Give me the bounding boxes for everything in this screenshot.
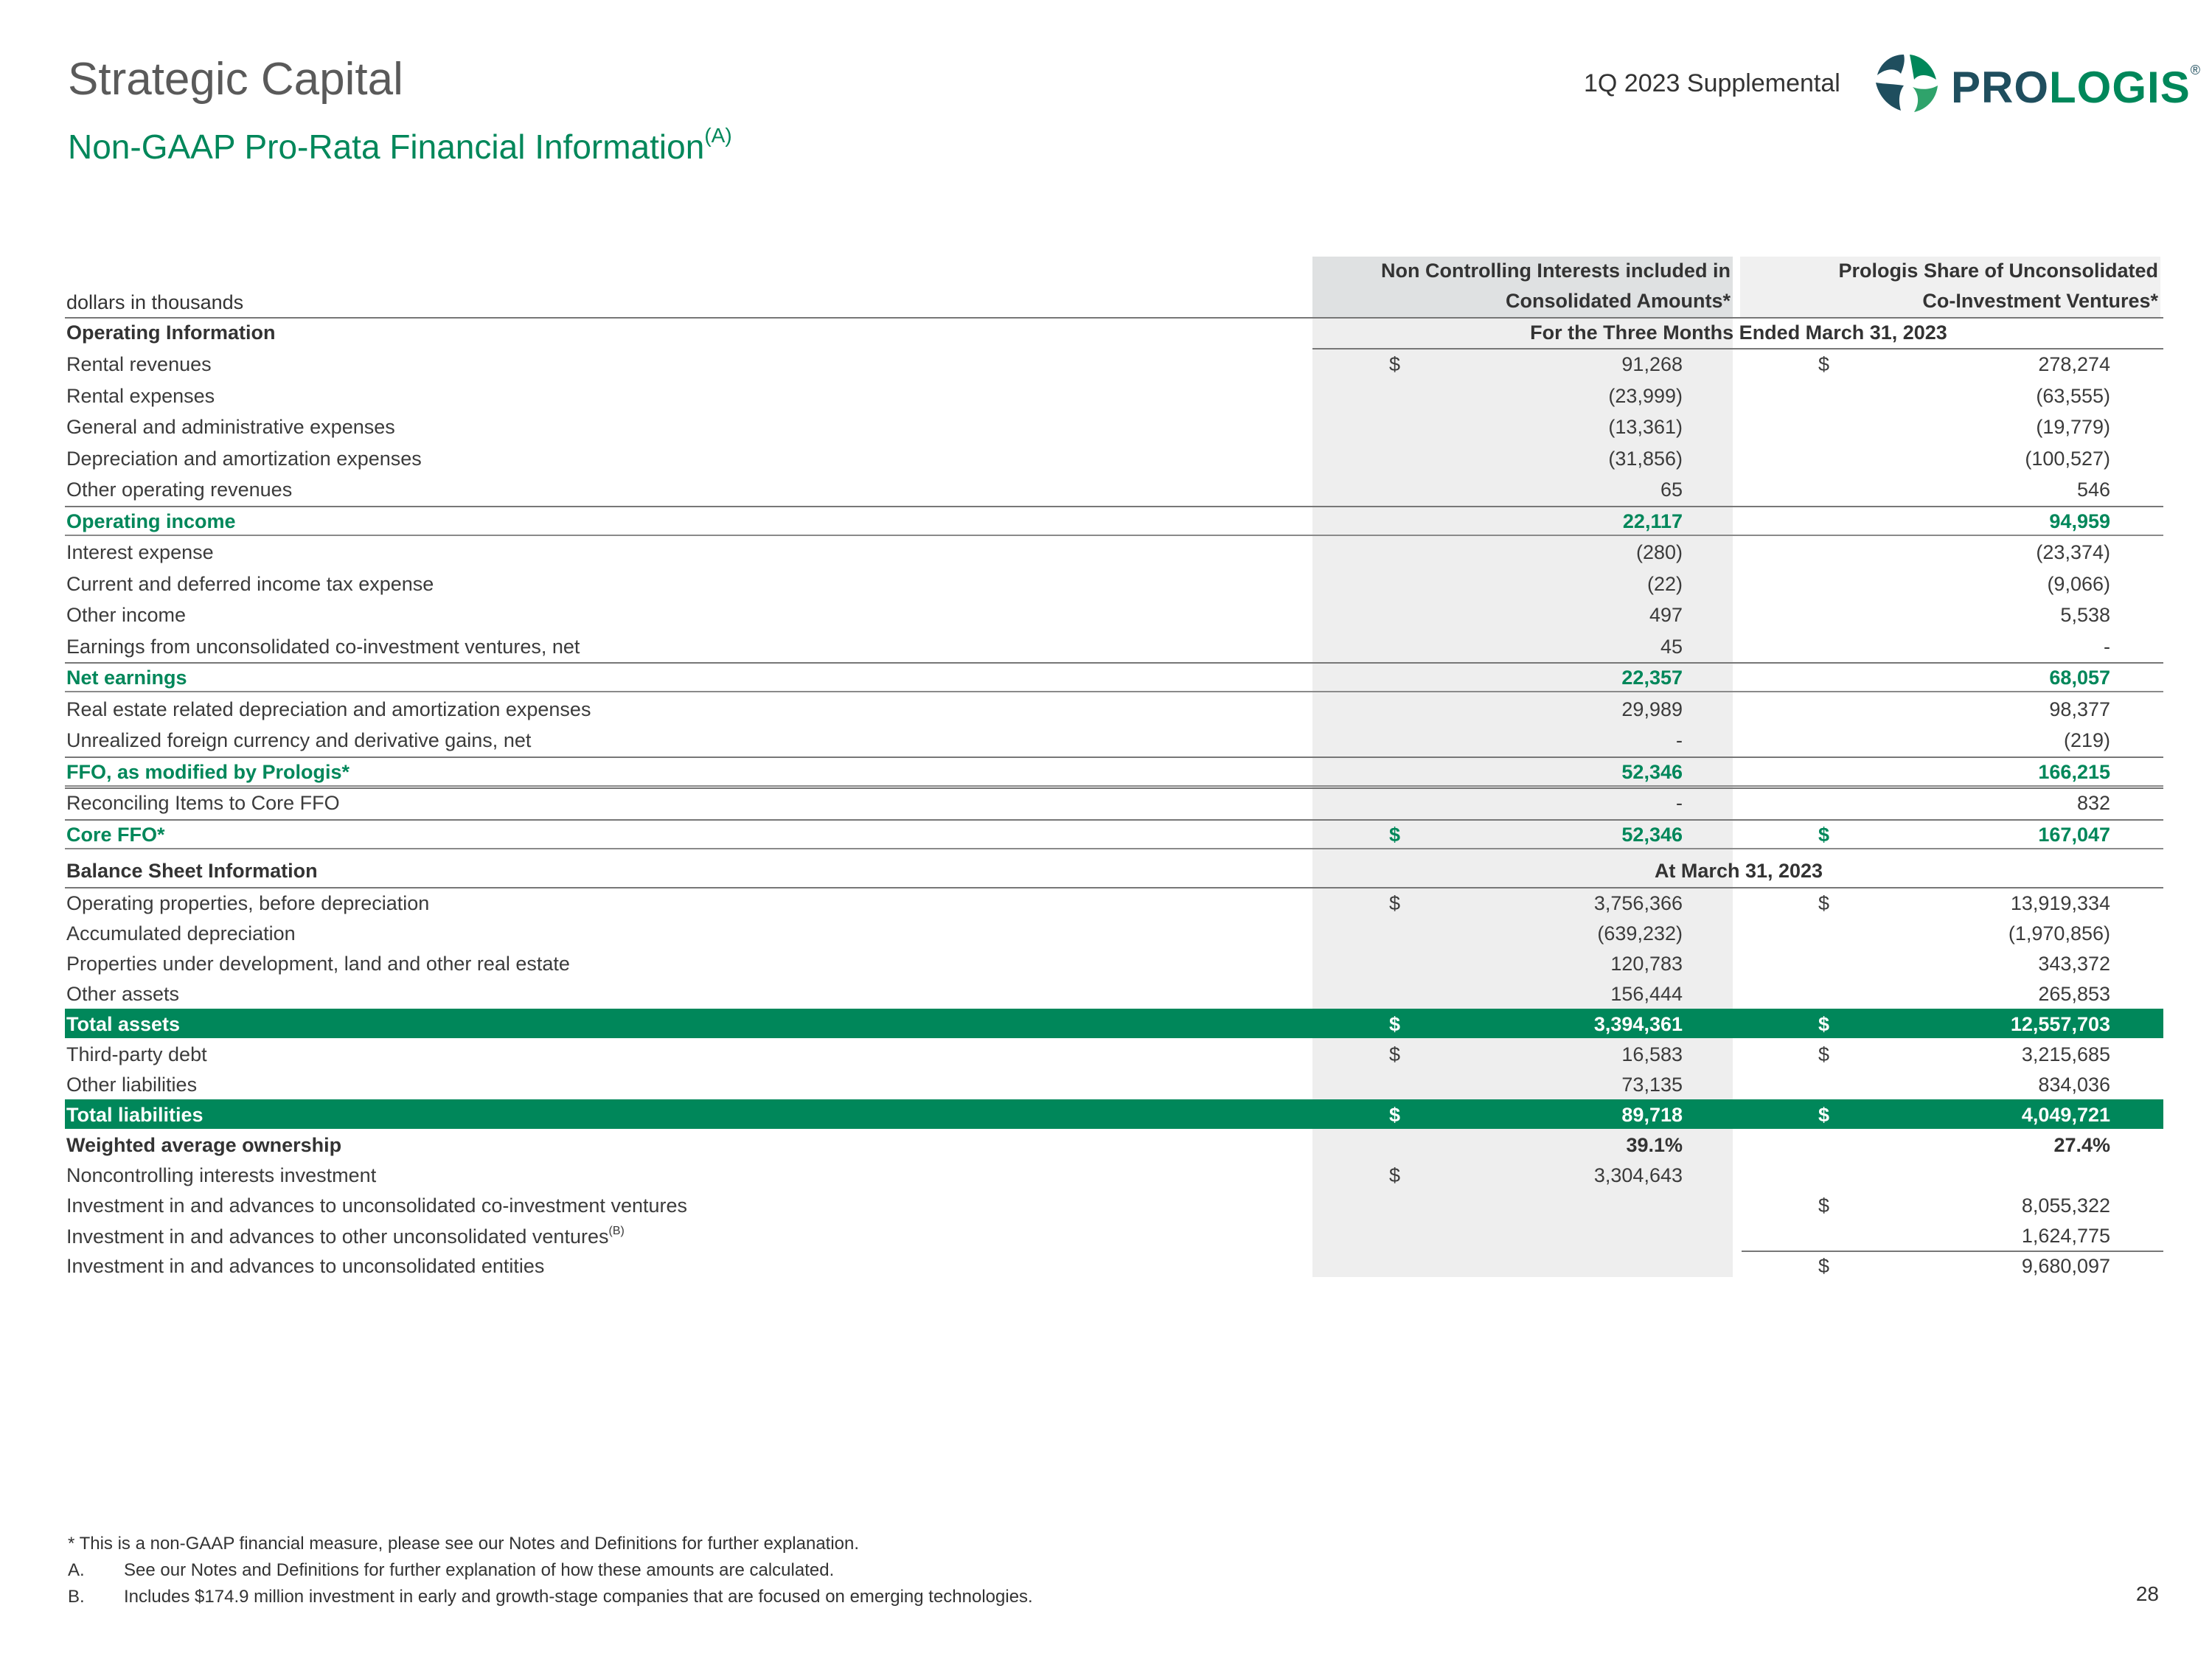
table-row xyxy=(65,568,2163,598)
investment-total-rule xyxy=(1742,1251,2163,1252)
balance-section-title: Balance Sheet Information xyxy=(66,860,318,882)
nci-value: 3,304,643 xyxy=(1593,1164,1683,1186)
currency-symbol: $ xyxy=(1818,1043,1830,1065)
row-label: Core FFO* xyxy=(66,823,165,846)
prologis-share-value: 265,853 xyxy=(2038,983,2110,1005)
logo-wordmark: PROLOGIS® xyxy=(1951,63,2201,112)
row-label: Unrealized foreign currency and derivative gains, net xyxy=(66,729,532,751)
table-row xyxy=(65,631,2163,661)
nci-value: 52,346 xyxy=(1621,823,1683,846)
table-row xyxy=(65,819,2163,849)
nci-value: 22,357 xyxy=(1621,667,1683,689)
currency-symbol: $ xyxy=(1818,823,1830,846)
nci-value: (639,232) xyxy=(1597,922,1683,945)
currency-symbol: $ xyxy=(1389,353,1401,375)
nci-value: 16,583 xyxy=(1621,1043,1683,1065)
prologis-share-value: - xyxy=(2104,635,2110,658)
prologis-share-value: 98,377 xyxy=(2049,698,2110,720)
page-subtitle xyxy=(68,124,732,167)
table-row xyxy=(65,1069,2163,1099)
prologis-share-value: (63,555) xyxy=(2036,384,2110,407)
table-row xyxy=(65,1220,2163,1250)
units-label: dollars in thousands xyxy=(66,291,244,313)
prologis-share-value: 1,624,775 xyxy=(2021,1225,2110,1247)
prologis-share-value: (219) xyxy=(2063,729,2110,751)
row-label: Interest expense xyxy=(66,541,214,563)
col2-header-line2: Co-Investment Ventures* xyxy=(1922,290,2158,312)
row-label: FFO, as modified by Prologis* xyxy=(66,760,350,783)
nci-value: 497 xyxy=(1649,604,1683,626)
row-label: Weighted average ownership xyxy=(66,1134,342,1156)
nci-value: 73,135 xyxy=(1621,1074,1683,1096)
prologis-share-value: 12,557,703 xyxy=(2010,1013,2110,1035)
table-row xyxy=(65,1160,2163,1189)
row-label: Depreciation and amortization expenses xyxy=(66,447,422,470)
nci-value: 22,117 xyxy=(1622,509,1683,532)
currency-symbol: $ xyxy=(1818,1104,1830,1126)
nci-value: 52,346 xyxy=(1621,760,1683,783)
row-label: Other income xyxy=(66,604,187,626)
table-row xyxy=(65,1251,2163,1280)
row-label: Net earnings xyxy=(66,667,187,689)
col2-header-line1: Prologis Share of Unconsolidated xyxy=(1838,260,2158,282)
subtitle-text: Non-GAAP Pro-Rata Financial Information xyxy=(68,128,705,166)
currency-symbol: $ xyxy=(1818,892,1830,914)
nci-value: 3,394,361 xyxy=(1593,1013,1683,1035)
supplemental-label: 1Q 2023 Supplemental xyxy=(1584,69,1840,97)
prologis-share-value: 27.4% xyxy=(2053,1134,2110,1156)
nci-value: (280) xyxy=(1635,541,1683,563)
currency-symbol: $ xyxy=(1389,1043,1401,1065)
prologis-share-value: 166,215 xyxy=(2038,760,2110,783)
table-row xyxy=(65,918,2163,947)
subtitle-note: (A) xyxy=(704,124,732,147)
nci-value: 120,783 xyxy=(1610,953,1683,975)
row-label: Accumulated depreciation xyxy=(66,922,296,945)
currency-symbol: $ xyxy=(1818,1255,1830,1277)
prologis-share-value: 5,538 xyxy=(2060,604,2110,626)
table-row xyxy=(65,349,2163,378)
balance-period: At March 31, 2023 xyxy=(1654,860,1823,882)
prologis-share-value: 546 xyxy=(2076,479,2110,501)
prologis-share-value: (23,374) xyxy=(2036,541,2110,563)
row-label: Total liabilities xyxy=(66,1104,204,1126)
subtotal-rule xyxy=(65,757,2163,758)
table-row xyxy=(65,1039,2163,1068)
table-row xyxy=(65,537,2163,566)
currency-symbol: $ xyxy=(1389,1104,1401,1126)
nci-value: (22) xyxy=(1646,572,1683,595)
prologis-share-value: 832 xyxy=(2076,792,2110,814)
table-row xyxy=(65,1190,2163,1220)
prologis-share-value: (100,527) xyxy=(2025,447,2110,470)
nci-value: 45 xyxy=(1660,635,1683,658)
table-row xyxy=(65,757,2163,786)
currency-symbol: $ xyxy=(1818,1194,1830,1217)
row-label: Investment in and advances to other unconsolidated ventures$^{(B)}$ xyxy=(66,1225,625,1248)
nci-value: 3,756,366 xyxy=(1593,892,1683,914)
subtotal-rule xyxy=(65,506,2163,507)
table-row xyxy=(65,725,2163,754)
row-label: Other assets xyxy=(66,983,180,1005)
col1-header-line1: Non Controlling Interests included in xyxy=(1380,260,1731,282)
row-label: Reconciling Items to Core FFO xyxy=(66,792,340,814)
currency-symbol: $ xyxy=(1818,353,1830,375)
prologis-share-value: (19,779) xyxy=(2036,416,2110,438)
row-label: Operating properties, before depreciation xyxy=(66,892,430,914)
table-row xyxy=(65,1099,2163,1129)
nci-value: 29,989 xyxy=(1621,698,1683,720)
row-label: Operating income xyxy=(66,509,236,532)
table-row xyxy=(65,411,2163,441)
nci-value: 91,268 xyxy=(1621,353,1683,375)
table-row xyxy=(65,506,2163,535)
footnote-b: B. Includes $174.9 million investment in early and growth-stage companies that are focused on emerging technologies. xyxy=(68,1587,1033,1607)
row-label: Real estate related depreciation and amortization expenses xyxy=(66,698,591,720)
prologis-share-value: 94,959 xyxy=(2049,509,2110,532)
nci-value: 65 xyxy=(1660,479,1683,501)
prologis-share-value: 343,372 xyxy=(2038,953,2110,975)
page-number: 28 xyxy=(2135,1582,2159,1605)
row-label: Total assets xyxy=(66,1013,181,1035)
row-label: Third-party debt xyxy=(66,1043,207,1065)
subtotal-rule xyxy=(65,819,2163,821)
prologis-share-value: 834,036 xyxy=(2038,1074,2110,1096)
table-row xyxy=(65,1009,2163,1038)
table-row xyxy=(65,443,2163,473)
nci-value: (13,361) xyxy=(1608,416,1683,438)
col1-header-line2: Consolidated Amounts* xyxy=(1505,290,1731,312)
row-label: Rental expenses xyxy=(66,384,215,407)
prologis-share-value: 167,047 xyxy=(2038,823,2110,846)
currency-symbol: $ xyxy=(1389,1164,1401,1186)
prologis-share-value: 4,049,721 xyxy=(2021,1104,2110,1126)
currency-symbol: $ xyxy=(1818,1013,1830,1035)
subtotal-rule xyxy=(65,662,2163,664)
row-label: Other operating revenues xyxy=(66,479,293,501)
prologis-share-value: 68,057 xyxy=(2049,667,2110,689)
row-label: General and administrative expenses xyxy=(66,416,395,438)
prologis-share-value: 3,215,685 xyxy=(2021,1043,2110,1065)
operating-section-title: Operating Information xyxy=(66,321,276,344)
table-row xyxy=(65,694,2163,723)
nci-value: (23,999) xyxy=(1608,384,1683,407)
table-row xyxy=(65,948,2163,978)
nci-value: - xyxy=(1676,792,1683,814)
table-row xyxy=(65,888,2163,917)
row-label: Noncontrolling interests investment xyxy=(66,1164,377,1186)
row-label: Current and deferred income tax expense xyxy=(66,572,434,595)
table-row xyxy=(65,662,2163,692)
prologis-logo xyxy=(1871,52,2201,115)
subtotal-rule xyxy=(65,787,2163,789)
table-row xyxy=(65,599,2163,629)
table-row xyxy=(65,787,2163,817)
operating-period: For the Three Months Ended March 31, 2023 xyxy=(1530,321,1947,344)
currency-symbol: $ xyxy=(1389,1013,1401,1035)
row-label: Rental revenues xyxy=(66,353,212,375)
prologis-share-value: (9,066) xyxy=(2047,572,2110,595)
row-label: Earnings from unconsolidated co-investment ventures, net xyxy=(66,635,580,658)
footnote-star: * This is a non-GAAP financial measure, please see our Notes and Definitions for further explanation. xyxy=(68,1534,860,1554)
currency-symbol: $ xyxy=(1389,823,1401,846)
prologis-share-value: 8,055,322 xyxy=(2021,1194,2110,1217)
table-row xyxy=(65,474,2163,504)
prologis-share-value: (1,970,856) xyxy=(2008,922,2110,945)
nci-value: 39.1% xyxy=(1626,1134,1683,1156)
table-row xyxy=(65,380,2163,410)
footnote-a: A. See our Notes and Definitions for further explanation of how these amounts are calculated. xyxy=(68,1560,835,1580)
table-row xyxy=(65,1130,2163,1159)
row-label: Other liabilities xyxy=(66,1074,198,1096)
row-label: Properties under development, land and other real estate xyxy=(66,953,570,975)
nci-value: (31,856) xyxy=(1608,447,1683,470)
currency-symbol: $ xyxy=(1389,892,1401,914)
row-label: Investment in and advances to unconsolidated co-investment ventures xyxy=(66,1194,687,1217)
prologis-share-value: 9,680,097 xyxy=(2021,1255,2110,1277)
nci-value: 156,444 xyxy=(1610,983,1683,1005)
table-row xyxy=(65,978,2163,1008)
prologis-share-value: 13,919,334 xyxy=(2010,892,2110,914)
prologis-share-value: 278,274 xyxy=(2038,353,2110,375)
globe-icon xyxy=(1871,52,1942,115)
nci-value: 89,718 xyxy=(1621,1104,1683,1126)
nci-value: - xyxy=(1676,729,1683,751)
header-rule xyxy=(65,317,2163,319)
page-title: Strategic Capital xyxy=(68,54,403,105)
row-label: Investment in and advances to unconsolidated entities xyxy=(66,1255,545,1277)
